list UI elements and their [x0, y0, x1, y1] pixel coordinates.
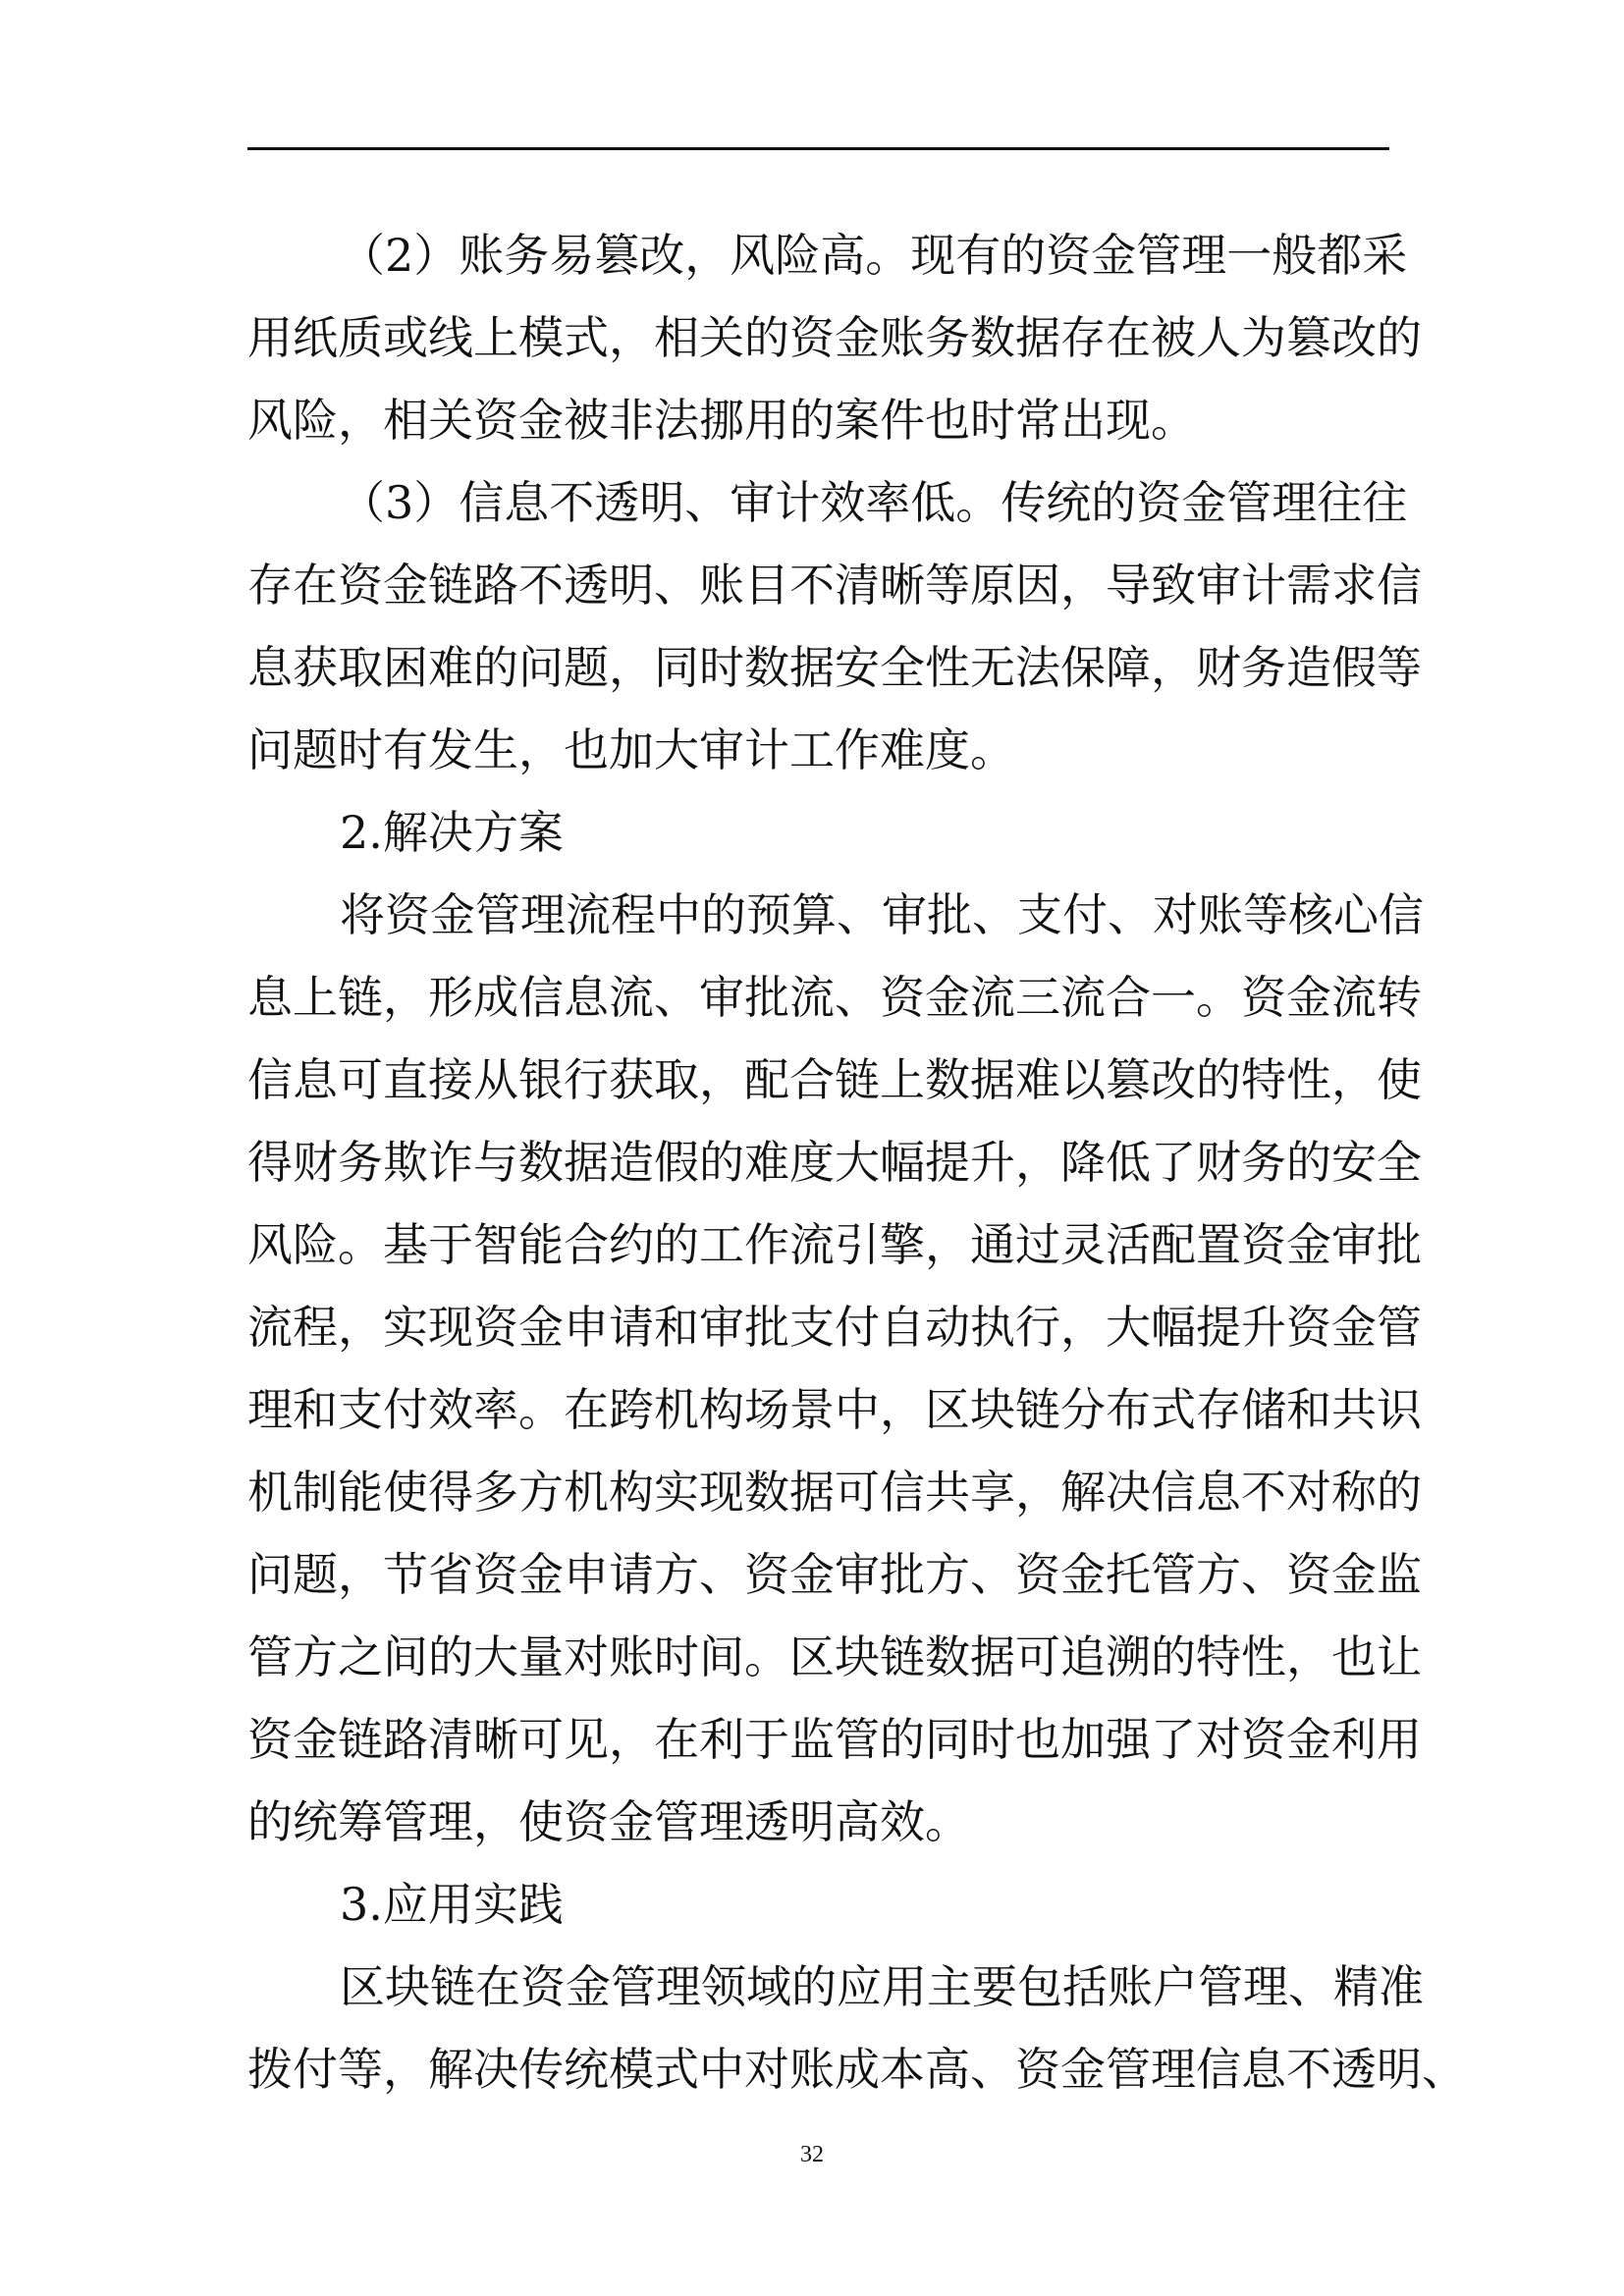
section-heading: 2.解决方案	[340, 806, 564, 859]
text-line: 风险。基于智能合约的工作流引擎，通过灵活配置资金审批	[247, 1218, 1422, 1271]
text-line: 存在资金链路不透明、账目不清晰等原因，导致审计需求信	[247, 559, 1422, 612]
text-line: 区块链在资金管理领域的应用主要包括账户管理、精准	[340, 1960, 1424, 2013]
text-line: 的统筹管理，使资金管理透明高效。	[247, 1795, 970, 1848]
text-line: 拨付等，解决传统模式中对账成本高、资金管理信息不透明、	[247, 2043, 1467, 2096]
text-line: （2）账务易篡改，风险高。现有的资金管理一般都采	[340, 229, 1408, 282]
text-line: 管方之间的大量对账时间。区块链数据可追溯的特性，也让	[247, 1630, 1422, 1683]
text-line: 信息可直接从银行获取，配合链上数据难以篡改的特性，使	[247, 1053, 1422, 1106]
text-line: 息获取困难的问题，同时数据安全性无法保障，财务造假等	[247, 641, 1422, 694]
text-line: 机制能使得多方机构实现数据可信共享，解决信息不对称的	[247, 1466, 1422, 1519]
text-line: 用纸质或线上模式，相关的资金账务数据存在被人为篡改的	[247, 311, 1422, 364]
text-line: 问题，节省资金申请方、资金审批方、资金托管方、资金监	[247, 1548, 1422, 1601]
text-line: 息上链，形成信息流、审批流、资金流三流合一。资金流转	[247, 971, 1422, 1024]
section-heading: 3.应用实践	[340, 1878, 564, 1931]
text-line: 风险，相关资金被非法挪用的案件也时常出现。	[247, 394, 1196, 447]
text-line: 理和支付效率。在跨机构场景中，区块链分布式存储和共识	[247, 1383, 1422, 1436]
document-body	[247, 214, 1467, 2110]
text-line: 得财务欺诈与数据造假的难度大幅提升，降低了财务的安全	[247, 1136, 1422, 1189]
text-line: （3）信息不透明、审计效率低。传统的资金管理往往	[340, 476, 1408, 529]
text-line: 流程，实现资金申请和审批支付自动执行，大幅提升资金管	[247, 1301, 1422, 1354]
header-rule	[247, 147, 1389, 150]
page-number: 32	[800, 2142, 824, 2167]
text-line: 资金链路清晰可见，在利于监管的同时也加强了对资金利用	[247, 1713, 1422, 1766]
text-line: 问题时有发生，也加大审计工作难度。	[247, 723, 1015, 776]
text-line: 将资金管理流程中的预算、审批、支付、对账等核心信	[340, 888, 1424, 941]
